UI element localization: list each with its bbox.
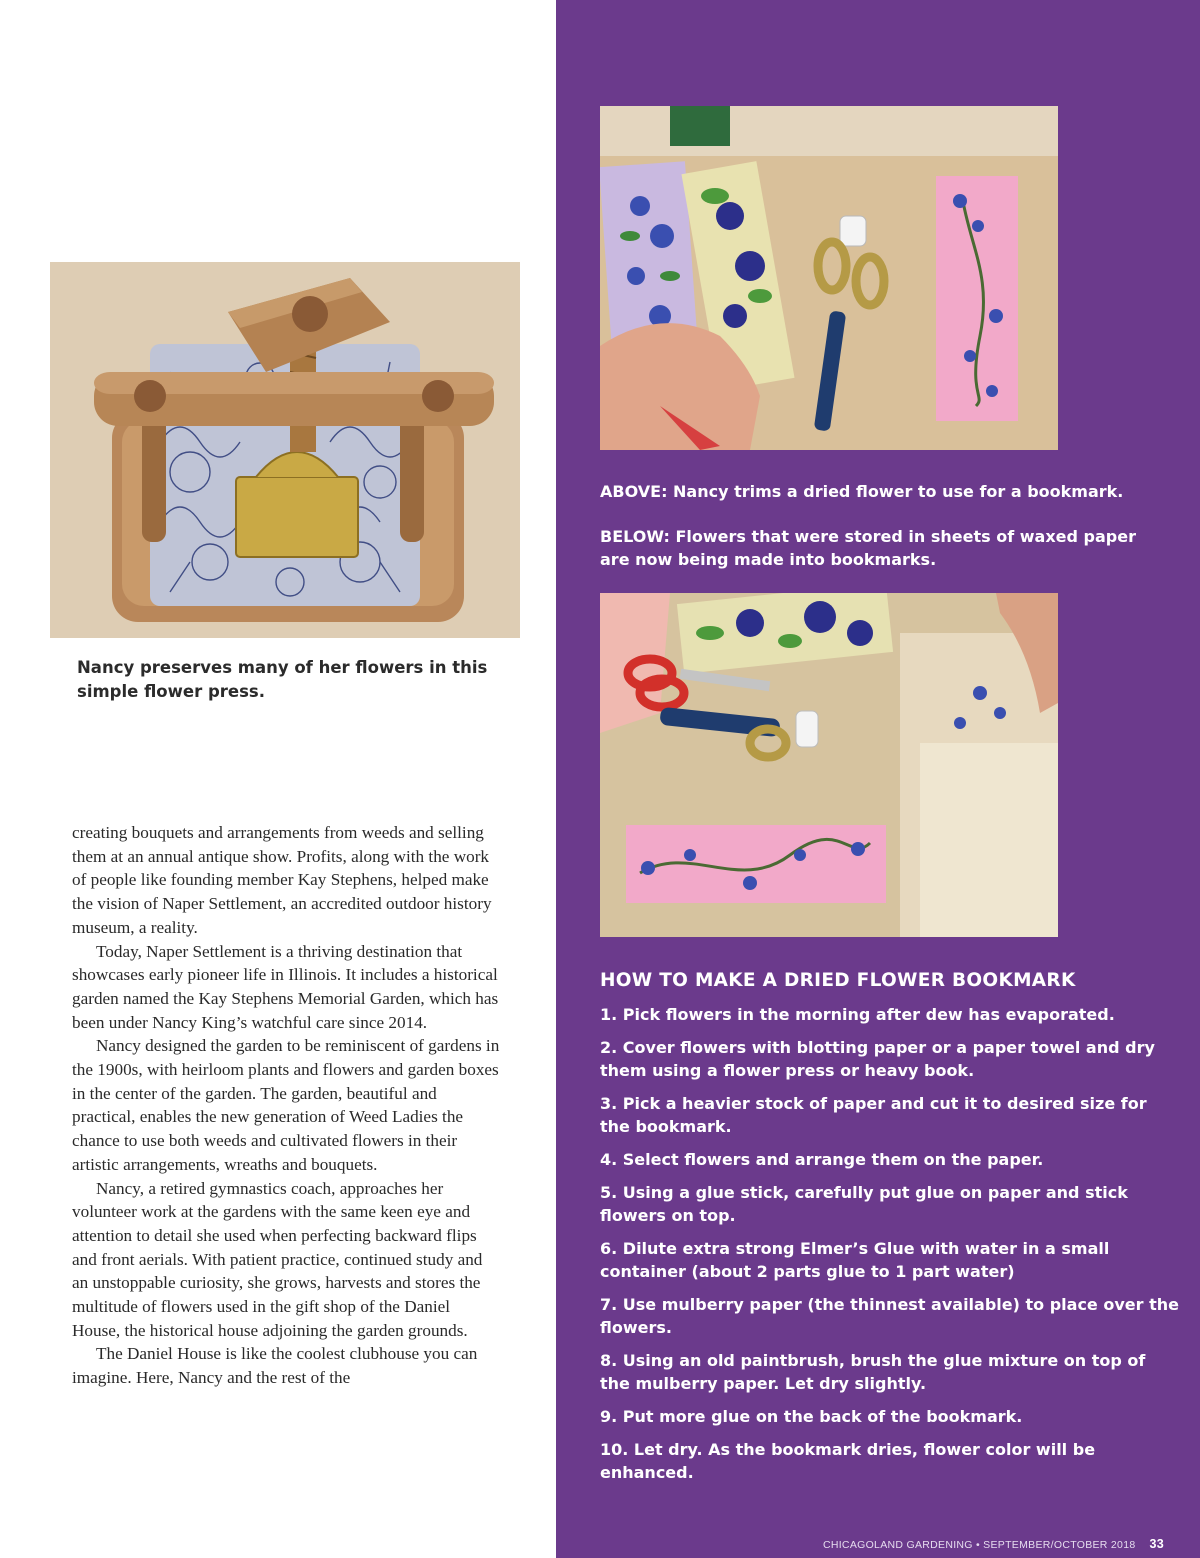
press-caption: Nancy preserves many of her flowers in this simple flower press. xyxy=(77,658,488,701)
article-paragraph: The Daniel House is like the coolest clubhouse you can imagine. Here, Nancy and the rest of the xyxy=(72,1344,478,1388)
photo-captions xyxy=(600,480,1160,571)
caption-above: ABOVE: Nancy trims a dried flower to use for a bookmark. xyxy=(600,482,1124,501)
howto-step: 3. Pick a heavier stock of paper and cut it to desired size for the bookmark. xyxy=(600,1094,1147,1136)
trimming-flower-photo xyxy=(600,106,1058,450)
article-paragraph: Nancy, a retired gymnastics coach, approaches her volunteer work at the gardens with the same keen eye and attention to detail she used when perfecting backward flips and front aerials. With patient practice, continued study and an unstoppable curiosity, she grows, harvests and stores the multitude of flowers used in the gift shop of the Daniel House, the historical house adjoining the garden grounds. xyxy=(72,1178,483,1340)
trimming-flower-image xyxy=(600,106,1058,450)
article-paragraph: Nancy designed the garden to be reminiscent of gardens in the 1900s, with heirloom plants and flowers and garden boxes in the center of the garden. The garden, beautiful and practical, enables the new generation of Weed Ladies the chance to use both weeds and cultivated flowers in their artistic arrangements, wreaths and bouquets. xyxy=(72,1036,500,1174)
howto-title: HOW TO MAKE A DRIED FLOWER BOOKMARK xyxy=(600,970,1076,991)
article-paragraph: Today, Naper Settlement is a thriving destination that showcases early pioneer life in Illinois. It includes a historical garden named the Kay Stephens Memorial Garden, which has been under Nancy King’s watchful care since 2014. xyxy=(72,941,499,1032)
howto-step: 6. Dilute extra strong Elmer’s Glue with water in a small container (about 2 parts glue to 1 part water) xyxy=(600,1239,1110,1281)
publication-line: CHICAGOLAND GARDENING • SEPTEMBER/OCTOBER 2018 xyxy=(822,1539,1136,1551)
howto-step: 8. Using an old paintbrush, brush the glue mixture on top of the mulberry paper. Let dry slightly. xyxy=(600,1351,1146,1393)
howto-steps xyxy=(600,1003,1180,1484)
howto-step: 4. Select flowers and arrange them on the paper. xyxy=(600,1150,1044,1169)
left-column xyxy=(0,0,556,1558)
flower-press-photo xyxy=(50,262,520,638)
howto-section xyxy=(600,970,1180,1494)
article-body xyxy=(72,821,502,1390)
howto-step: 2. Cover flowers with blotting paper or a paper towel and dry them using a flower press or heavy book. xyxy=(600,1038,1155,1080)
page-number: 33 xyxy=(1149,1537,1164,1551)
howto-step: 7. Use mulberry paper (the thinnest available) to place over the flowers. xyxy=(600,1295,1179,1337)
bookmarks-image xyxy=(600,593,1058,937)
howto-step: 9. Put more glue on the back of the bookmark. xyxy=(600,1407,1023,1426)
howto-step: 5. Using a glue stick, carefully put glue on paper and stick flowers on top. xyxy=(600,1183,1128,1225)
article-paragraph: creating bouquets and arrangements from weeds and selling them at an annual antique show. Profits, along with the work of people like founding member Kay Stephens, helped make the vision of Naper Settlement, an accredited outdoor history museum, a reality. xyxy=(72,823,492,937)
caption-below: BELOW: Flowers that were stored in sheets of waxed paper are now being made into bookmarks. xyxy=(600,527,1136,569)
howto-sidebar xyxy=(556,0,1200,1558)
howto-step: 10. Let dry. As the bookmark dries, flower color will be enhanced. xyxy=(600,1440,1096,1482)
page-footer xyxy=(823,1537,1164,1551)
flower-press-image xyxy=(50,262,520,638)
bookmarks-in-progress-photo xyxy=(600,593,1058,937)
howto-step: 1. Pick flowers in the morning after dew has evaporated. xyxy=(600,1005,1115,1024)
